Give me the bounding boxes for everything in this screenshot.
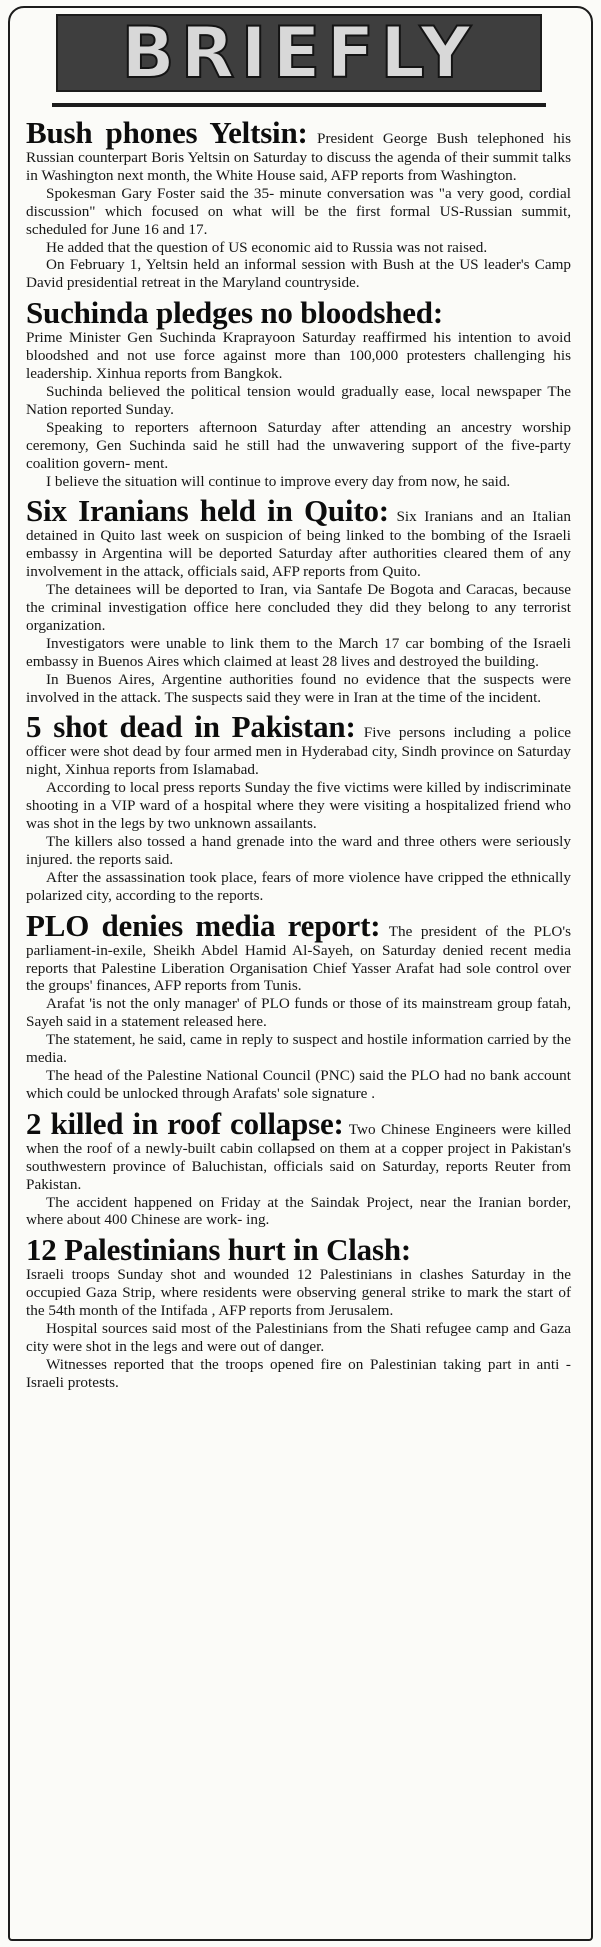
story-paragraph: Spokesman Gary Foster said the 35- minute conversation was "a very good, cordial discussion" which focused on what will be the first formal US-Russian summit, scheduled for June 16 and 17. — [26, 184, 571, 238]
story-paragraph: The accident happened on Friday at the Saindak Project, near the Iranian border, where about 400 Chinese are work- ing. — [26, 1193, 571, 1229]
story-paragraph: Investigators were unable to link them to the March 17 car bombing of the Israeli embassy in Buenos Aires which claimed at least 28 lives and destroyed the building. — [26, 634, 571, 670]
story-paragraph: Speaking to reporters afternoon Saturday after attending an ancestry worship ceremony, Gen Suchinda said he still had the unwavering support of the five-party coalition govern- ment. — [26, 418, 571, 472]
masthead-title: BRIEFLY — [121, 12, 477, 94]
story-headline: 2 killed in roof collapse: — [26, 1105, 344, 1141]
story-paragraph: He added that the question of US economic aid to Russia was not raised. — [46, 238, 488, 256]
story-headline: Bush phones Yeltsin: — [26, 115, 308, 150]
story-headline: 5 shot dead in Pakistan: — [26, 709, 356, 745]
story-iranians-quito — [26, 494, 571, 706]
masthead-rule — [52, 103, 546, 107]
story-paragraph: Witnesses reported that the troops opened fire on Palestinian taking part in anti -Israeli protests. — [26, 1355, 571, 1391]
story-bush-yeltsin — [26, 116, 571, 292]
story-paragraph: The detainees will be deported to Iran, via Santafe De Bogota and Caracas, because the criminal investigation office here concluded they did they belong to any terrorist organization. — [26, 581, 571, 634]
story-paragraph: I believe the situation will continue to improve every day from now, he said. — [46, 472, 511, 490]
story-lead — [26, 116, 571, 185]
story-lead — [26, 1107, 571, 1194]
story-suchinda — [26, 296, 571, 490]
story-text: The president of the PLO's parliament-in-exile, Sheikh Abdel Hamid Al-Sayeh, on Saturday denied recent media reports that Palestine Liberation Organisation Chief Yasser Arafat had sole control over the groups' finances, AFP reports from Tunis. — [26, 922, 571, 995]
story-paragraph: Suchinda believed the political tension would gradually ease, local newspaper The Nation reported Sunday. — [26, 382, 571, 418]
story-paragraph: On February 1, Yeltsin held an informal session with Bush at the US leader's Camp David presidential retreat in the Maryland countryside. — [26, 256, 571, 292]
story-paragraph: In Buenos Aires, Argentine authorities found no evidence that the suspects were involved in the attack. The suspects said they were in Iran at the time of the incident. — [26, 670, 571, 706]
news-column — [26, 116, 571, 1396]
story-paragraph: The head of the Palestine National Council (PNC) said the PLO had no bank account which could be unlocked through Arafats' sole signature . — [26, 1066, 571, 1102]
story-paragraph: Hospital sources said most of the Palestinians from the Shati refugee camp and Gaza city were shot in the legs and were out of danger. — [26, 1320, 571, 1355]
story-text: President George Bush telephoned his Russian counterpart Boris Yeltsin on Saturday to discuss the agenda of their summit talks in Washington next month, the White House said, AFP reports from Washington. — [26, 130, 571, 184]
story-lead — [26, 494, 571, 581]
story-palestinians-clash — [26, 1233, 571, 1391]
story-lead — [26, 909, 571, 996]
story-headline: Suchinda pledges no bloodshed: — [26, 295, 443, 331]
story-text: Six Iranians and an Italian detained in Quito last week on suspicion of being linked to the bombing of the Israeli embassy in Argentina will be deported Saturday after authorities cleared them of any involvement in the attack, officials said, AFP reports from Quito. — [26, 508, 571, 581]
story-lead: Prime Minister Gen Suchinda Kraprayoon Saturday reaffirmed his intention to avoid bloodshed and not use force against more than 100,000 protesters challenging his leadership. Xinhua reports from Bangkok. — [26, 329, 571, 383]
story-lead — [26, 710, 571, 779]
story-text: Two Chinese Engineers were killed when the roof of a newly-built cabin collapsed on them at a copper project in Pakistan's southwestern province of Baluchistan, officials said on Saturday, reports Reuter from Pakistan. — [26, 1120, 571, 1193]
masthead — [56, 14, 542, 92]
story-roof-collapse — [26, 1107, 571, 1230]
story-paragraph: After the assassination took place, fears of more violence have cripped the ethnically polarized city, according to the reports. — [26, 868, 571, 904]
story-paragraph: The statement, he said, came in reply to suspect and hostile information carried by the media. — [26, 1031, 571, 1067]
story-paragraph: Arafat 'is not the only manager' of PLO funds or those of its mainstream group fatah, Sayeh said in a statement released here. — [26, 995, 571, 1031]
story-paragraph: According to local press reports Sunday the five victims were killed by indiscriminate shooting in a VIP ward of a hospital where they were visiting a hospitalized friend who was shot in the legs by two unknown assailants. — [26, 779, 571, 833]
story-text: Five persons including a police officer were shot dead by four armed men in Hyderabad city, Sindh province on Saturday night, Xinhua reports from Islamabad. — [26, 724, 571, 779]
story-lead: Israeli troops Sunday shot and wounded 12 Palestinians in clashes Saturday in the occupied Gaza Strip, where residents were observing general strike to mark the start of the 54th month of the Intifada , AFP reports from Jerusalem. — [26, 1266, 571, 1320]
story-headline: Six Iranians held in Quito: — [26, 493, 389, 529]
story-headline: PLO denies media report: — [26, 907, 381, 943]
story-paragraph: The killers also tossed a hand grenade into the ward and three others were seriously injured. the reports said. — [26, 833, 571, 868]
story-headline: 12 Palestinians hurt in Clash: — [26, 1232, 412, 1268]
story-pakistan-shooting — [26, 710, 571, 904]
story-plo-denial — [26, 909, 571, 1103]
